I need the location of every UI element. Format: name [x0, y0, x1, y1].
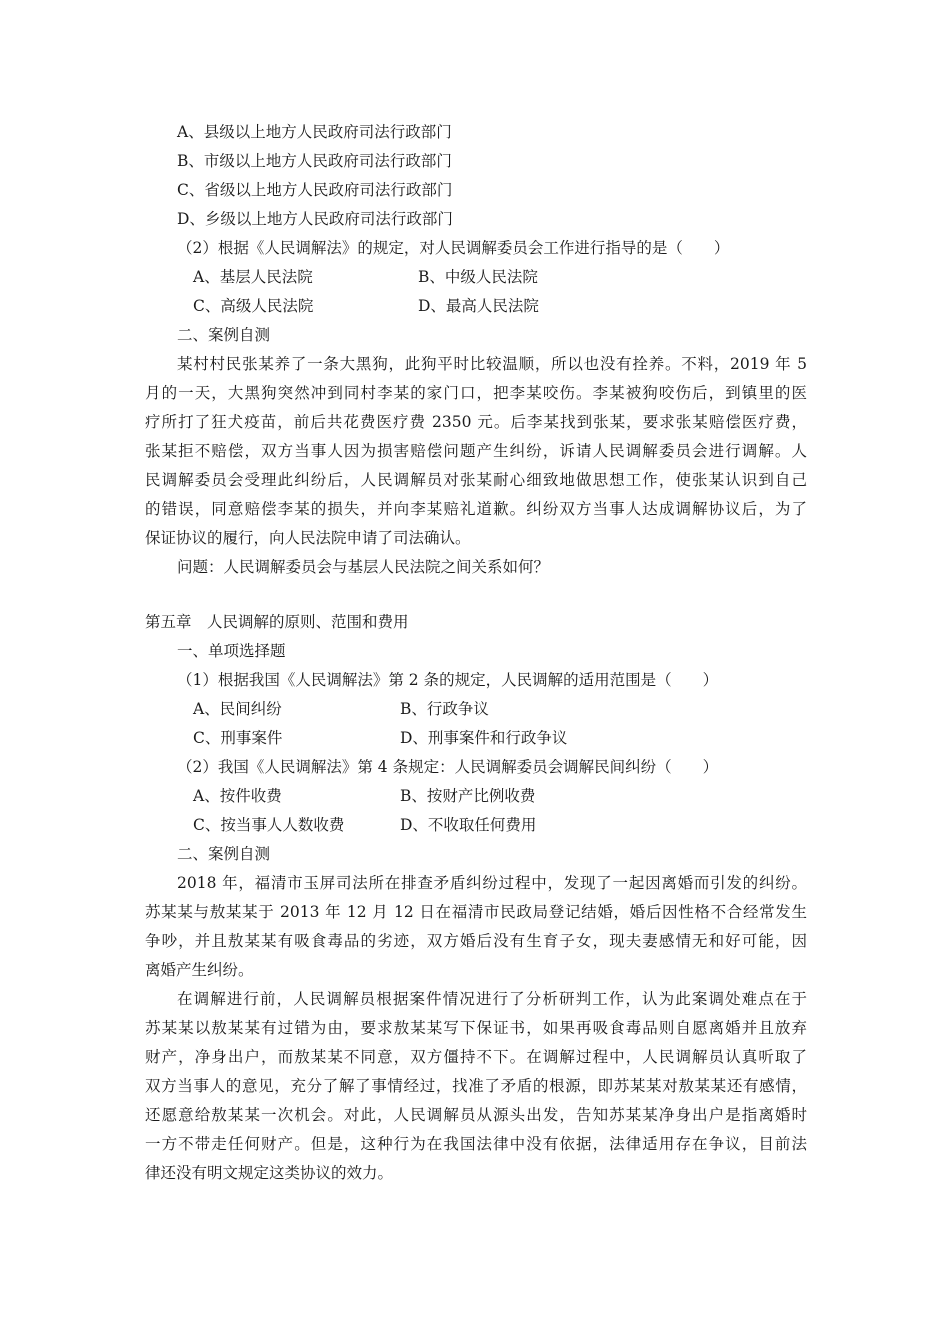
question-1-stem: （1）根据我国《人民调解法》第 2 条的规定，人民调解的适用范围是（ ）: [177, 671, 719, 689]
question-2-stem-ch5: （2）我国《人民调解法》第 4 条规定：人民调解委员会调解民间纠纷（ ）: [177, 758, 719, 776]
question-2-option-a: A、基层人民法院: [193, 268, 313, 286]
option-b-city: B、市级以上地方人民政府司法行政部门: [177, 152, 452, 170]
case-text-line: 律还没有明文规定这类协议的效力。: [145, 1164, 394, 1182]
case-text-line: 离婚产生纠纷。: [145, 961, 254, 979]
question-2-stem: （2）根据《人民调解法》的规定，对人民调解委员会工作进行指导的是（ ）: [177, 239, 730, 257]
case-text-line: 财产，净身出户，而敖某某不同意，双方僵持不下。在调解过程中，人民调解员认真听取了: [145, 1048, 807, 1066]
case-text-line: 苏某某与敖某某于 2013 年 12 月 12 日在福清市民政局登记结婚，婚后因性格不合经常发生: [145, 903, 807, 921]
option-d-township: D、乡级以上地方人民政府司法行政部门: [177, 210, 453, 228]
question-2-option-b: B、中级人民法院: [418, 268, 538, 286]
question-2-option-d: D、最高人民法院: [418, 297, 539, 315]
case-section-heading: 二、案例自测: [177, 326, 271, 344]
case-text-line: 苏某某以敖某某有过错为由，要求敖某某写下保证书，如果再吸食毒品则自愿离婚并且放弃: [145, 1019, 807, 1037]
case-text-line: 还愿意给敖某某一次机会。对此，人民调解员从源头出发，告知苏某某净身出户是指离婚时: [145, 1106, 807, 1124]
case-text-line: 某村村民张某养了一条大黑狗，此狗平时比较温顺，所以也没有拴养。不料，2019 年 5: [177, 355, 807, 373]
case-text-line: 争吵，并且敖某某有吸食毒品的劣迹，双方婚后没有生育子女，现夫妻感情无和好可能，因: [145, 932, 807, 950]
case-text-line: 2018 年，福清市玉屏司法所在排查矛盾纠纷过程中，发现了一起因离婚而引发的纠纷。: [177, 874, 807, 892]
chapter-title: 第五章 人民调解的原则、范围和费用: [145, 613, 409, 631]
case-text-line: 张某拒不赔偿，双方当事人因为损害赔偿问题产生纠纷，诉请人民调解委员会进行调解。人: [145, 442, 807, 460]
option-c-province: C、省级以上地方人民政府司法行政部门: [177, 181, 453, 199]
question-1-option-a: A、民间纠纷: [193, 700, 282, 718]
question-2-option-d-ch5: D、不收取任何费用: [400, 816, 537, 834]
case-text-line: 月的一天，大黑狗突然冲到同村李某的家门口，把李某咬伤。李某被狗咬伤后，到镇里的医: [145, 384, 807, 402]
question-1-option-d: D、刑事案件和行政争议: [400, 729, 568, 747]
case-text-line: 的错误，同意赔偿李某的损失，并向李某赔礼道歉。纠纷双方当事人达成调解协议后，为了: [145, 500, 807, 518]
question-2-option-b-ch5: B、按财产比例收费: [400, 787, 536, 805]
question-1-option-c: C、刑事案件: [193, 729, 283, 747]
case-text-line: 一方不带走任何财产。但是，这种行为在我国法律中没有依据，法律适用存在争议，目前法: [145, 1135, 807, 1153]
case-text-line: 保证协议的履行，向人民法院申请了司法确认。: [145, 529, 471, 547]
section-heading-case: 二、案例自测: [177, 845, 271, 863]
section-heading-single-choice: 一、单项选择题: [177, 642, 286, 660]
case-question: 问题：人民调解委员会与基层人民法院之间关系如何？: [177, 558, 550, 576]
option-a-county: A、县级以上地方人民政府司法行政部门: [177, 123, 452, 141]
case-text-line: 在调解进行前，人民调解员根据案件情况进行了分析研判工作，认为此案调处难点在于: [177, 990, 807, 1008]
question-2-option-c-ch5: C、按当事人人数收费: [193, 816, 345, 834]
case-text-line: 民调解委员会受理此纠纷后，人民调解员对张某耐心细致地做思想工作，使张某认识到自己: [145, 471, 807, 489]
case-text-line: 疗所打了狂犬疫苗，前后共花费医疗费 2350 元。后李某找到张某，要求张某赔偿医疗费，: [145, 413, 807, 431]
case-text-line: 双方当事人的意见，充分了解了事情经过，找准了矛盾的根源，即苏某某对敖某某还有感情，: [145, 1077, 807, 1095]
question-1-option-b: B、行政争议: [400, 700, 489, 718]
question-2-option-c: C、高级人民法院: [193, 297, 314, 315]
question-2-option-a-ch5: A、按件收费: [193, 787, 282, 805]
